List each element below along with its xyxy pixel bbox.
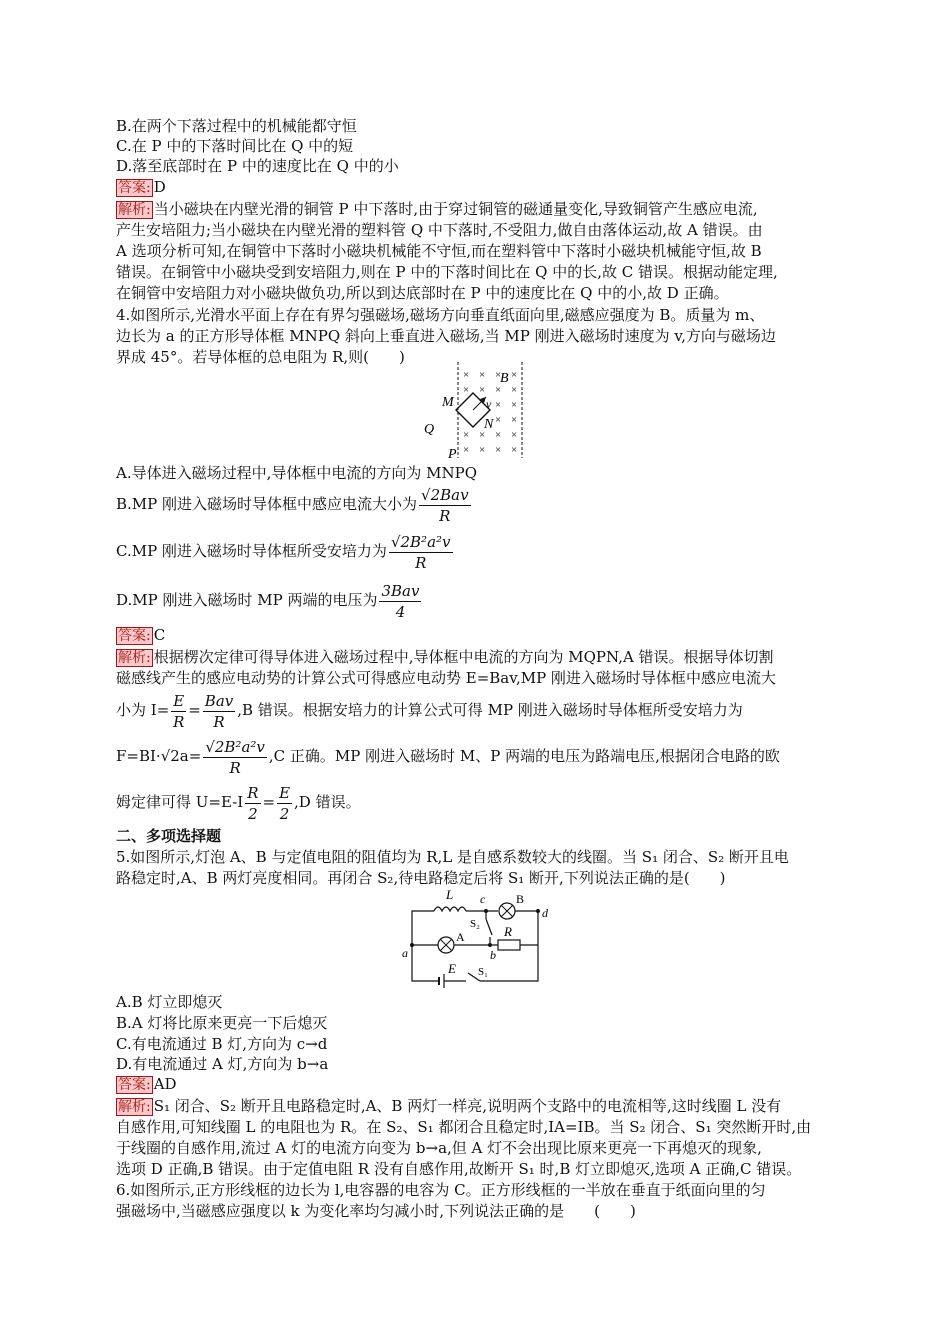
label-m: M xyxy=(442,395,454,410)
field-cross-mark: × xyxy=(479,444,486,456)
label-n: N xyxy=(484,417,494,432)
field-cross-mark: × xyxy=(495,384,502,396)
node-c xyxy=(484,909,488,913)
fraction: $\frac{E}{2}$ xyxy=(279,783,291,823)
field-cross-mark: × xyxy=(495,399,502,411)
resistor-r xyxy=(498,940,520,950)
fraction: $\frac{E}{R}$ xyxy=(173,691,185,731)
q3-explanation-line: 在铜管中安培阻力对小磁块做负功,所以到达底部时在 P 中的速度比在 Q 中的小,故 D 正确。 xyxy=(116,284,729,302)
q4-option-c: C.MP 刚进入磁场时导体框所受安培力为 $\frac{\text{√2B²a²v}}{R}$ xyxy=(116,532,451,572)
q5-stem-line: 5.如图所示,灯泡 A、B 与定值电阻的阻值均为 R,L 是自感系数较大的线圈。当 S₁ 闭合、S₂ 断开且电 xyxy=(116,848,789,866)
field-cross-mark: × xyxy=(479,384,486,396)
label-d: d xyxy=(542,906,548,920)
fraction: $\frac{\text{√2Bav}}{R}$ xyxy=(421,485,469,525)
field-cross-mark: × xyxy=(511,384,518,396)
q3-explanation-line: 产生安培阻力;当小磁块在内壁光滑的塑料管 Q 中下落时,不受阻力,做自由落体运动,故 A 错误。由 xyxy=(116,221,763,239)
q5-circuit-figure xyxy=(398,883,558,991)
answer-tag: 答案: xyxy=(118,1077,151,1093)
q3-option-c: C.在 P 中的下落时间比在 Q 中的短 xyxy=(116,137,354,155)
q4-option-d: D.MP 刚进入磁场时 MP 两端的电压为 $\frac{\text{3Bav}}{4}$ xyxy=(116,581,420,621)
node-d xyxy=(536,909,540,913)
label-e: E xyxy=(448,961,456,976)
q4-stem-line: 4.如图所示,光滑水平面上存在有界匀强磁场,磁场方向垂直纸面向里,磁感应强度为 B。质量为 m、 xyxy=(116,306,765,324)
q4-stem-line: 边长为 a 的正方形导体框 MNPQ 斜向上垂直进入磁场,当 MP 刚进入磁场时速度为 v,方向与磁场边 xyxy=(116,327,776,345)
q3-explanation-line: A 选项分析可知,在铜管中下落时小磁块机械能不守恒,而在塑料管中下落时小磁块机械能守恒,故 B xyxy=(116,242,762,260)
explanation-tag: 解析: xyxy=(118,1099,151,1115)
label-p: P xyxy=(448,447,457,462)
field-cross-mark: × xyxy=(495,414,502,426)
q5-explanation-line: 解析: S₁ 闭合、S₂ 断开且电路稳定时,A、B 两灯一样亮,说明两个支路中的电流相等,这时线圈 L 没有 xyxy=(118,1097,782,1115)
field-cross-mark: × xyxy=(511,369,518,381)
field-cross-mark: × xyxy=(495,444,502,456)
field-cross-mark: × xyxy=(463,444,470,456)
answer-tag: 答案: xyxy=(118,628,151,644)
switch-s2 xyxy=(486,919,492,935)
field-cross-mark: × xyxy=(463,384,470,396)
q3-explanation-line: 错误。在铜管中小磁块受到安培阻力,则在 P 中的下落时间比在 Q 中的长,故 C 错误。根据动能定理, xyxy=(116,263,778,281)
q4-option-b: B.MP 刚进入磁场时导体框中感应电流大小为 $\frac{\text{√2Bav}}{R}$ xyxy=(116,485,469,525)
q4-explanation-line: 姆定律可得 U=E-I $\frac{R}{2}$ = $\frac{E}{2}$ ,D 错误。 xyxy=(116,783,361,823)
q6-stem-line: 强磁场中,当磁感应强度以 k 为变化率均匀减小时,下列说法正确的是 ( ) xyxy=(116,1202,636,1220)
field-cross-mark: × xyxy=(495,369,502,381)
field-cross-mark: × xyxy=(511,414,518,426)
label-s2: S₂ xyxy=(470,918,480,930)
q5-explanation-line: 选项 D 正确,B 错误。由于定值电阻 R 没有自感作用,故断开 S₁ 时,B 灯立即熄灭,选项 A 正确,C 错误。 xyxy=(116,1160,802,1178)
label-lamp-a: A xyxy=(456,930,465,944)
answer-tag: 答案: xyxy=(118,180,151,196)
q3-option-d: D.落至底部时在 P 中的速度比在 Q 中的小 xyxy=(116,157,399,175)
q5-answer xyxy=(116,1075,177,1094)
field-cross-mark: × xyxy=(463,429,470,441)
label-r: R xyxy=(504,924,512,939)
explanation-tag: 解析: xyxy=(118,650,151,666)
q5-option-b: B.A 灯将比原来更亮一下后熄灭 xyxy=(116,1014,328,1032)
explanation-tag: 解析: xyxy=(118,202,151,218)
label-c: c xyxy=(480,892,486,906)
wire xyxy=(412,911,434,945)
field-cross-mark: × xyxy=(511,429,518,441)
section-heading: 二、多项选择题 xyxy=(116,827,222,845)
q5-option-a: A.B 灯立即熄灭 xyxy=(116,993,223,1011)
label-b: B xyxy=(500,371,509,386)
fraction: $\frac{\text{√2B²a²v}}{R}$ xyxy=(390,532,451,572)
field-cross-mark: × xyxy=(511,444,518,456)
label-q: Q xyxy=(424,422,435,437)
q4-explanation-line: 磁感线产生的感应电动势的计算公式可得感应电动势 E=Bav,MP 刚进入磁场时导体框中感应电流大 xyxy=(116,669,776,687)
label-l: L xyxy=(446,887,454,902)
node-a xyxy=(410,943,414,947)
field-cross-mark: × xyxy=(479,369,486,381)
label-a: a xyxy=(402,946,408,960)
field-cross-mark: × xyxy=(495,429,502,441)
field-cross-mark: × xyxy=(463,369,470,381)
q4-answer xyxy=(116,626,165,645)
q4-explanation-line: F=BI·√2a= $\frac{\text{√2B²a²v}}{R}$ ,C 正确。MP 刚进入磁场时 M、P 两端的电压为路端电压,根据闭合电路的欧 xyxy=(116,737,780,777)
inductor-coil xyxy=(434,907,466,911)
wire xyxy=(412,945,439,981)
answer-value: AD xyxy=(153,1075,177,1093)
q6-stem-line: 6.如图所示,正方形线框的边长为 l,电容器的电容为 C。正方形线框的一半放在垂直于纸面向里的匀 xyxy=(116,1181,766,1199)
q4-stem-line: 界成 45°。若导体框的总电阻为 R,则( ) xyxy=(116,348,405,366)
fraction: $\frac{R}{2}$ xyxy=(247,783,259,823)
q3-explanation-line: 解析: 当小磁块在内壁光滑的铜管 P 中下落时,由于穿过铜管的磁通量变化,导致铜管产生感应电流, xyxy=(118,200,758,218)
q4-explanation-line: 解析: 根据楞次定律可得导体进入磁场过程中,导体框中电流的方向为 MQPN,A 错误。根据导体切割 xyxy=(118,648,774,666)
node-b xyxy=(488,943,492,947)
field-crosses xyxy=(463,369,517,456)
field-cross-mark: × xyxy=(511,399,518,411)
q5-stem-line: 路稳定时,A、B 两灯亮度相同。再闭合 S₂,待电路稳定后将 S₁ 断开,下列说法正确的是( ) xyxy=(116,869,726,887)
q5-option-c: C.有电流通过 B 灯,方向为 c→d xyxy=(116,1035,328,1053)
q4-explanation-line: 小为 I= $\frac{E}{R}$ = $\frac{\text{Bav}}{R}$ ,B 错误。根据安培力的计算公式可得 MP 刚进入磁场时导体框所受安培力为 xyxy=(116,691,743,731)
fraction: $\frac{\text{3Bav}}{4}$ xyxy=(381,581,420,621)
q3-answer xyxy=(116,178,166,197)
label-b: b xyxy=(490,948,496,962)
q4-option-a: A.导体进入磁场过程中,导体框中电流的方向为 MNPQ xyxy=(116,464,478,482)
q5-explanation-line: 自感作用,可知线圈 L 的电阻也为 R。在 S₂、S₁ 都闭合且稳定时,IA=IB。当 S₂ 闭合、S₁ 突然断开时,由 xyxy=(116,1118,812,1136)
label-s1: S₁ xyxy=(478,966,488,978)
fraction: $\frac{\text{Bav}}{R}$ xyxy=(204,691,234,731)
answer-value: C xyxy=(153,626,166,644)
q5-explanation-line: 于线圈的自感作用,流过 A 灯的电流方向变为 b→a,但 A 灯不会出现比原来更亮一下再熄灭的现象, xyxy=(116,1139,762,1157)
q4-magnetic-field-figure xyxy=(418,362,528,462)
fraction: $\frac{\text{√2B²a²v}}{R}$ xyxy=(205,737,265,777)
field-cross-mark: × xyxy=(479,429,486,441)
label-lamp-b: B xyxy=(516,892,525,906)
q3-option-b: B.在两个下落过程中的机械能都守恒 xyxy=(116,117,357,135)
label-v: v xyxy=(486,397,492,411)
answer-value: D xyxy=(153,178,166,196)
q5-option-d: D.有电流通过 A 灯,方向为 b→a xyxy=(116,1055,329,1073)
